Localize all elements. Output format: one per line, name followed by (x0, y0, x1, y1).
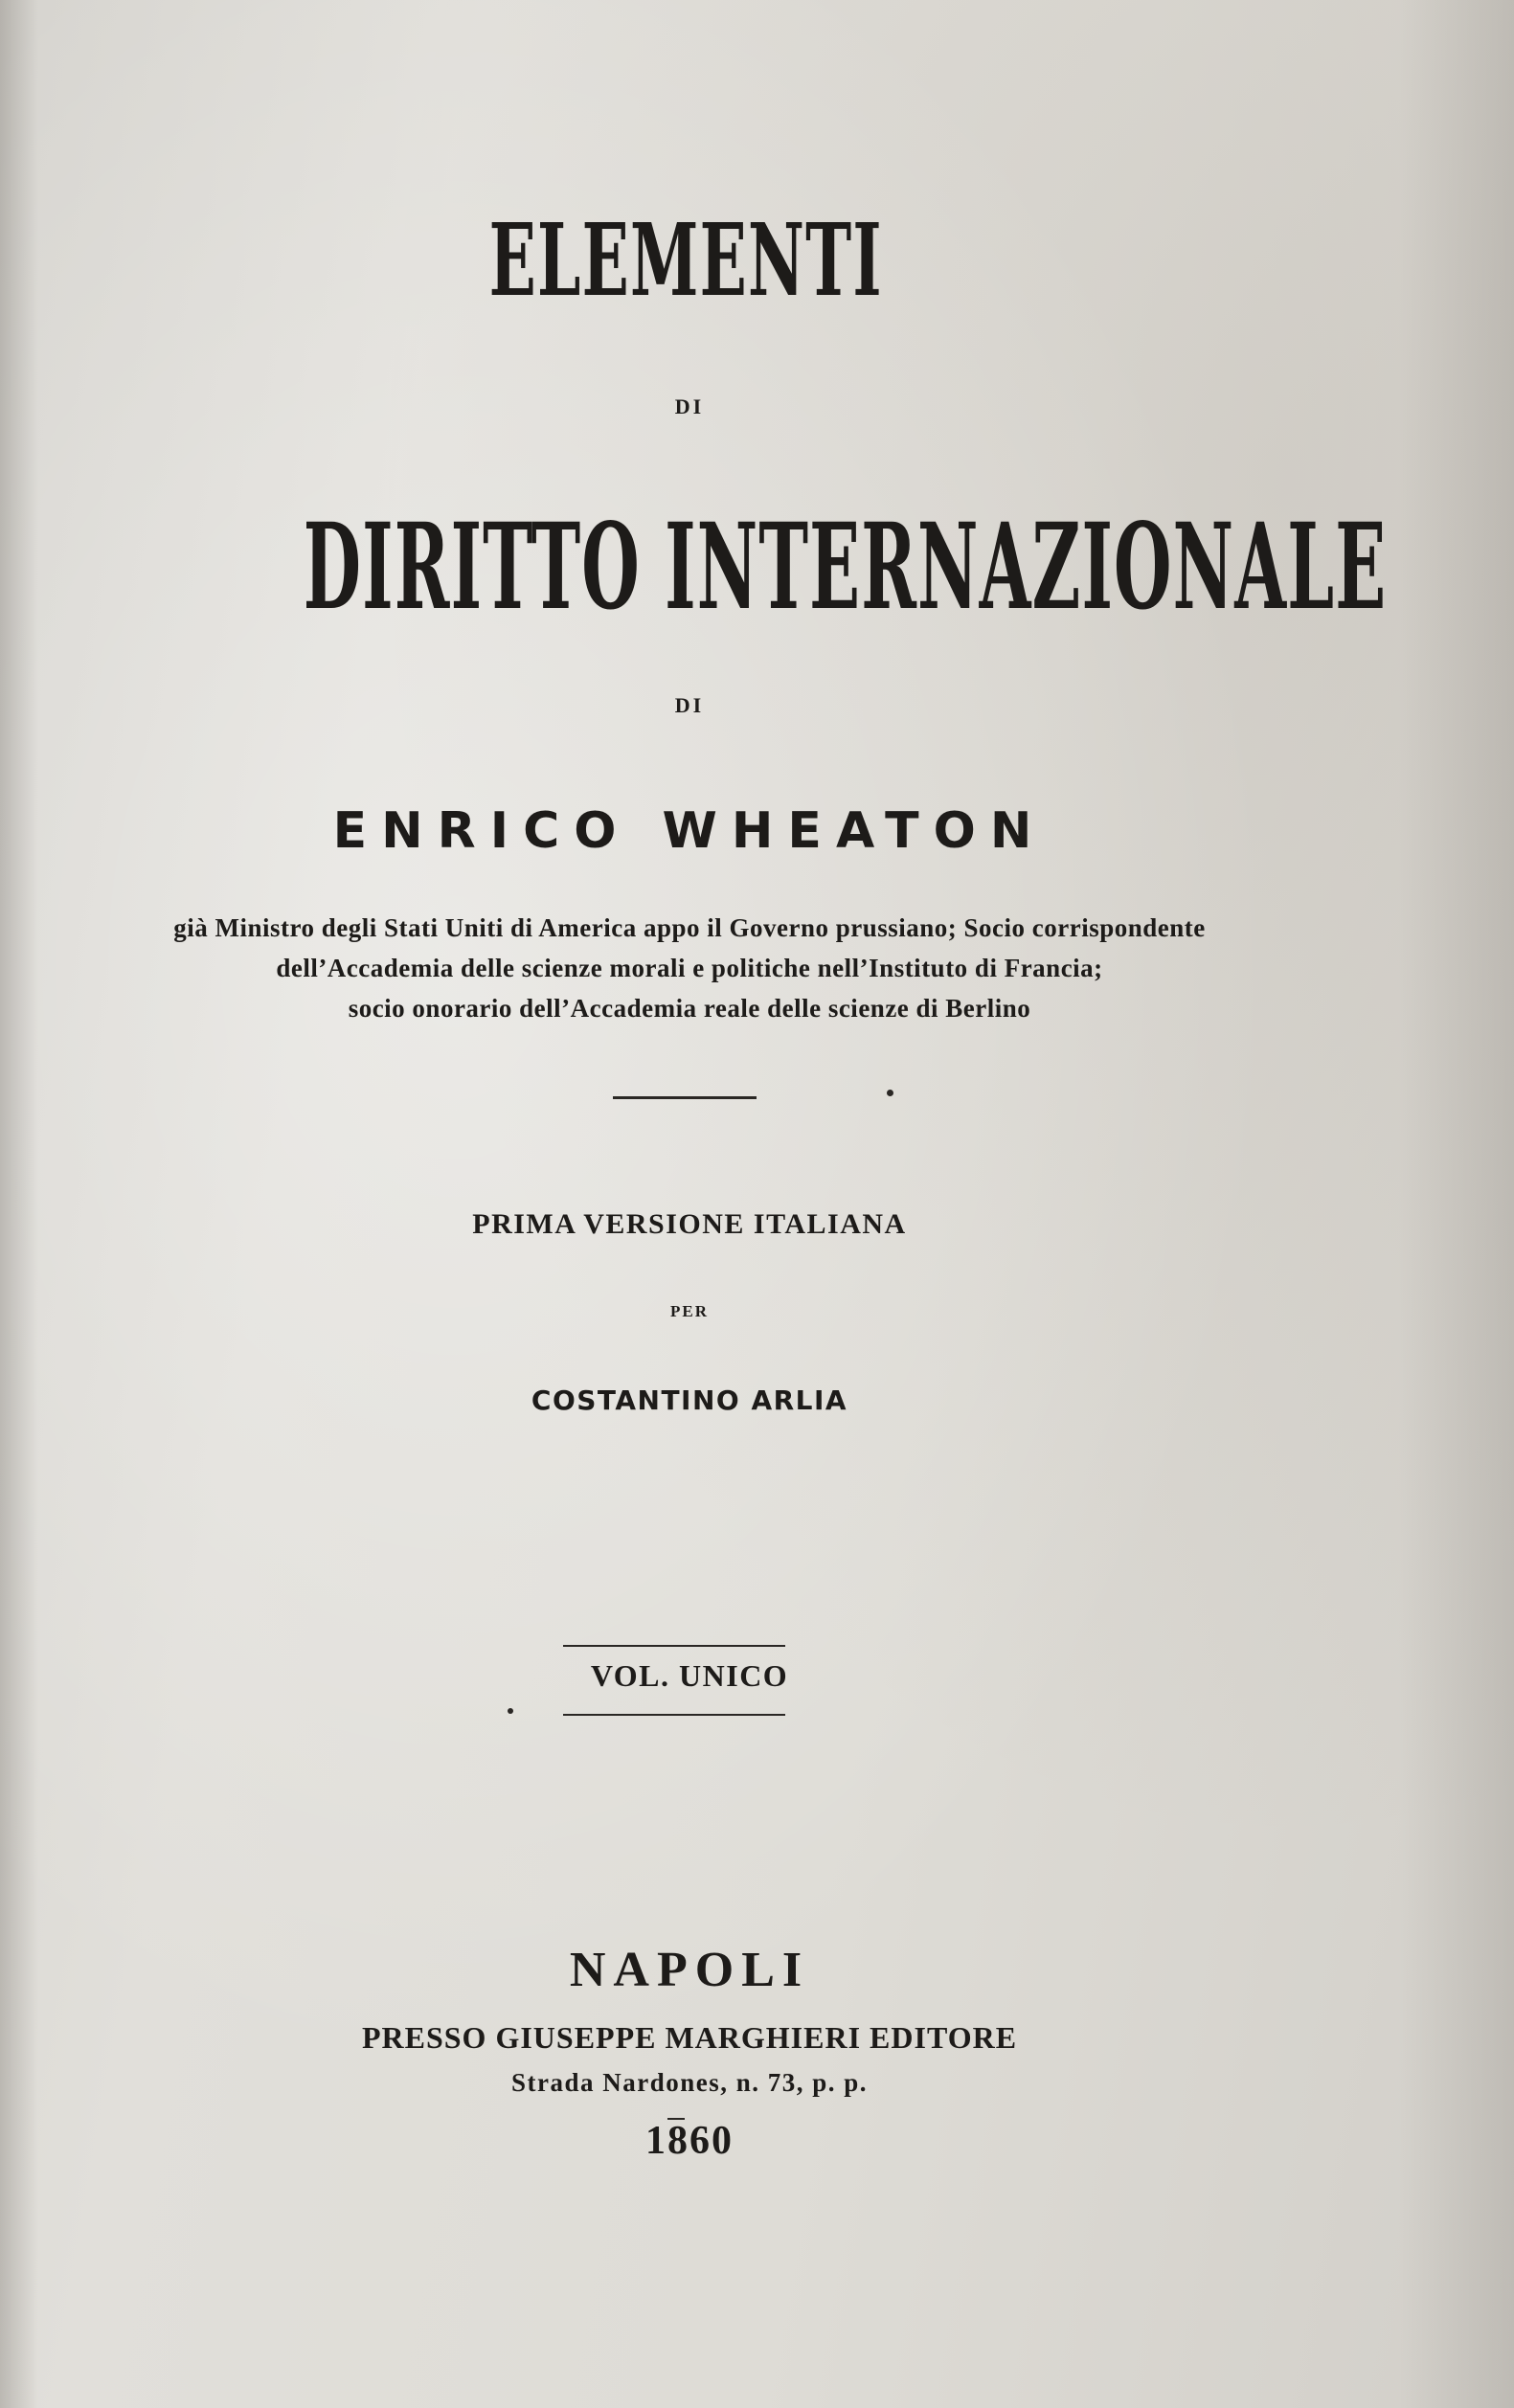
connector-di-1: DI (674, 394, 705, 418)
volume-rule-top (563, 1645, 785, 1647)
imprint-publisher: PRESSO GIUSEPPE MARGHIERI EDITORE (361, 2020, 1018, 2055)
translator-name: COSTANTINO ARLIA (531, 1384, 848, 1416)
imprint-address: Strada Nardones, n. 73, p. p. (510, 2068, 869, 2097)
author-credential-line: socio onorario dell’Accademia reale delle scienze di Berlino (348, 994, 1031, 1023)
page-curl-shadow (1399, 0, 1514, 2408)
printer-dot-mark (887, 1090, 893, 1096)
author-credential-line: già Ministro degli Stati Uniti di America appo il Governo prussiano; Socio corrispondente (173, 913, 1206, 942)
title-line-1: ELEMENTI (488, 201, 883, 319)
imprint-year: 1860 (645, 2119, 734, 2163)
imprint-city: NAPOLI (569, 1943, 810, 1997)
volume-label: VOL. UNICO (590, 1658, 789, 1693)
volume-rule-bottom (563, 1714, 785, 1716)
author-name: ENRICO WHEATON (332, 802, 1047, 860)
connector-di-2: DI (674, 693, 705, 717)
separator-rule (613, 1096, 757, 1099)
title-line-2: DIRITTO INTERNAZIONALE (303, 498, 1388, 637)
connector-per: PER (670, 1302, 709, 1320)
edition-statement: PRIMA VERSIONE ITALIANA (472, 1208, 907, 1240)
author-credential-line: dell’Accademia delle scienze morali e politiche nell’Instituto di Francia; (276, 954, 1103, 982)
printer-dot-mark (508, 1708, 513, 1714)
